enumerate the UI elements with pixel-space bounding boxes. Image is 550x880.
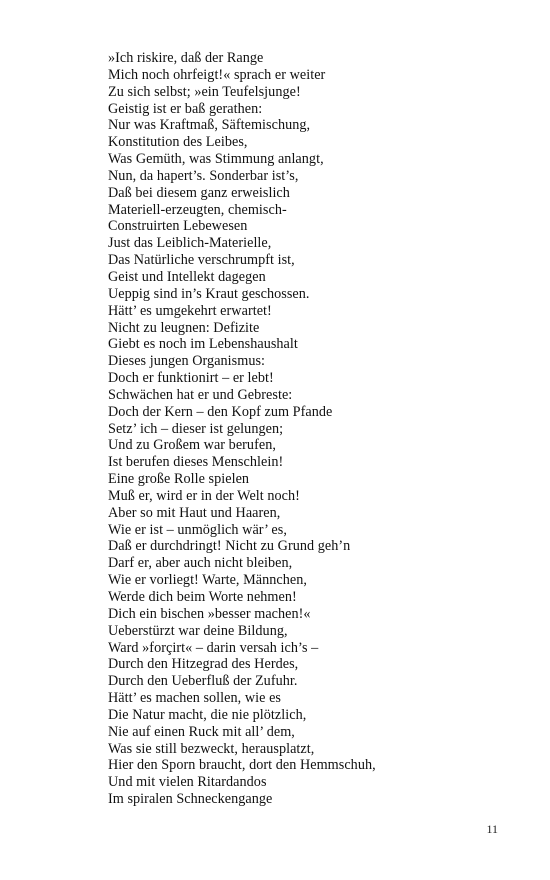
poem-line: Und mit vielen Ritardandos (108, 774, 267, 791)
poem-line: Dich ein bischen »besser machen!« (108, 605, 311, 622)
poem-line: Werde dich beim Worte nehmen! (108, 589, 297, 605)
poem-line: Materiell-erzeugten, chemisch- (108, 201, 287, 218)
poem-line: Hier den Sporn braucht, dort den Hemmschuh, (108, 757, 376, 774)
poem-line: Giebt es noch im Lebenshaushalt (108, 336, 298, 353)
poem-line: Geist und Intellekt dagegen (108, 268, 266, 285)
poem-line: Wie er ist – unmöglich wär’ es, (108, 521, 287, 538)
poem-line: Nicht zu leugnen: Defizite (108, 319, 260, 336)
poem-line: Durch den Ueberfluß der Zufuhr. (108, 673, 298, 690)
poem-line: Aber so mit Haut und Haaren, (108, 504, 281, 521)
poem-line: Die Natur macht, die nie plötzlich, (108, 706, 307, 723)
poem-line: Geistig ist er baß gerathen: (108, 100, 263, 117)
poem-line: Muß er, wird er in der Welt noch! (108, 487, 300, 504)
poem-line: Das Natürliche verschrumpft ist, (108, 252, 295, 269)
poem-line: Wie er vorliegt! Warte, Männchen, (108, 572, 308, 589)
poem-line: Nun, da hapert’s. Sonderbar ist’s, (108, 167, 299, 184)
poem-text (108, 50, 528, 808)
poem-line: Eine große Rolle spielen (108, 471, 250, 488)
poem-line: Setz’ ich – dieser ist gelungen; (108, 420, 284, 437)
poem-line: Hätt’ es machen sollen, wie es (108, 690, 282, 707)
poem-line: Ward »forçirt« – darin versah ich’s – (108, 639, 319, 656)
page-number: 11 (486, 822, 498, 836)
poem-line: Durch den Hitzegrad des Herdes, (108, 656, 299, 673)
poem-line: Daß er durchdringt! Nicht zu Grund geh’n (108, 538, 351, 555)
poem-line: Und zu Großem war berufen, (108, 437, 276, 454)
poem-line: Doch der Kern – den Kopf zum Pfande (108, 403, 333, 420)
poem-line: »Ich riskire, daß der Range (108, 50, 264, 66)
poem-line: Was Gemüth, was Stimmung anlangt, (108, 151, 324, 168)
poem-line: Mich noch ohrfeigt!« sprach er weiter (108, 66, 326, 83)
poem-line: Daß bei diesem ganz erweislich (108, 184, 290, 201)
poem-line: Schwächen hat er und Gebreste: (108, 386, 293, 403)
poem-line: Nur was Kraftmaß, Säftemischung, (108, 117, 311, 134)
poem-line: Darf er, aber auch nicht bleiben, (108, 555, 293, 572)
poem-line: Was sie still bezweckt, herausplatzt, (108, 740, 315, 757)
poem-line: Doch er funktionirt – er lebt! (108, 370, 274, 387)
poem-line: Nie auf einen Ruck mit all’ dem, (108, 723, 295, 740)
poem-line: Im spiralen Schneckengange (108, 791, 273, 808)
poem-line: Zu sich selbst; »ein Teufelsjunge! (108, 83, 301, 100)
poem-line: Dieses jungen Organismus: (108, 353, 266, 370)
poem-line: Construirten Lebewesen (108, 218, 248, 235)
poem-line: Hätt’ es umgekehrt erwartet! (108, 302, 272, 319)
poem-line: Ueppig sind in’s Kraut geschossen. (108, 285, 310, 302)
poem-line: Just das Leiblich-Materielle, (108, 235, 272, 252)
poem-line: Konstitution des Leibes, (108, 134, 248, 151)
poem-line: Ueberstürzt war deine Bildung, (108, 622, 288, 639)
poem-line: Ist berufen dieses Menschlein! (108, 454, 284, 471)
